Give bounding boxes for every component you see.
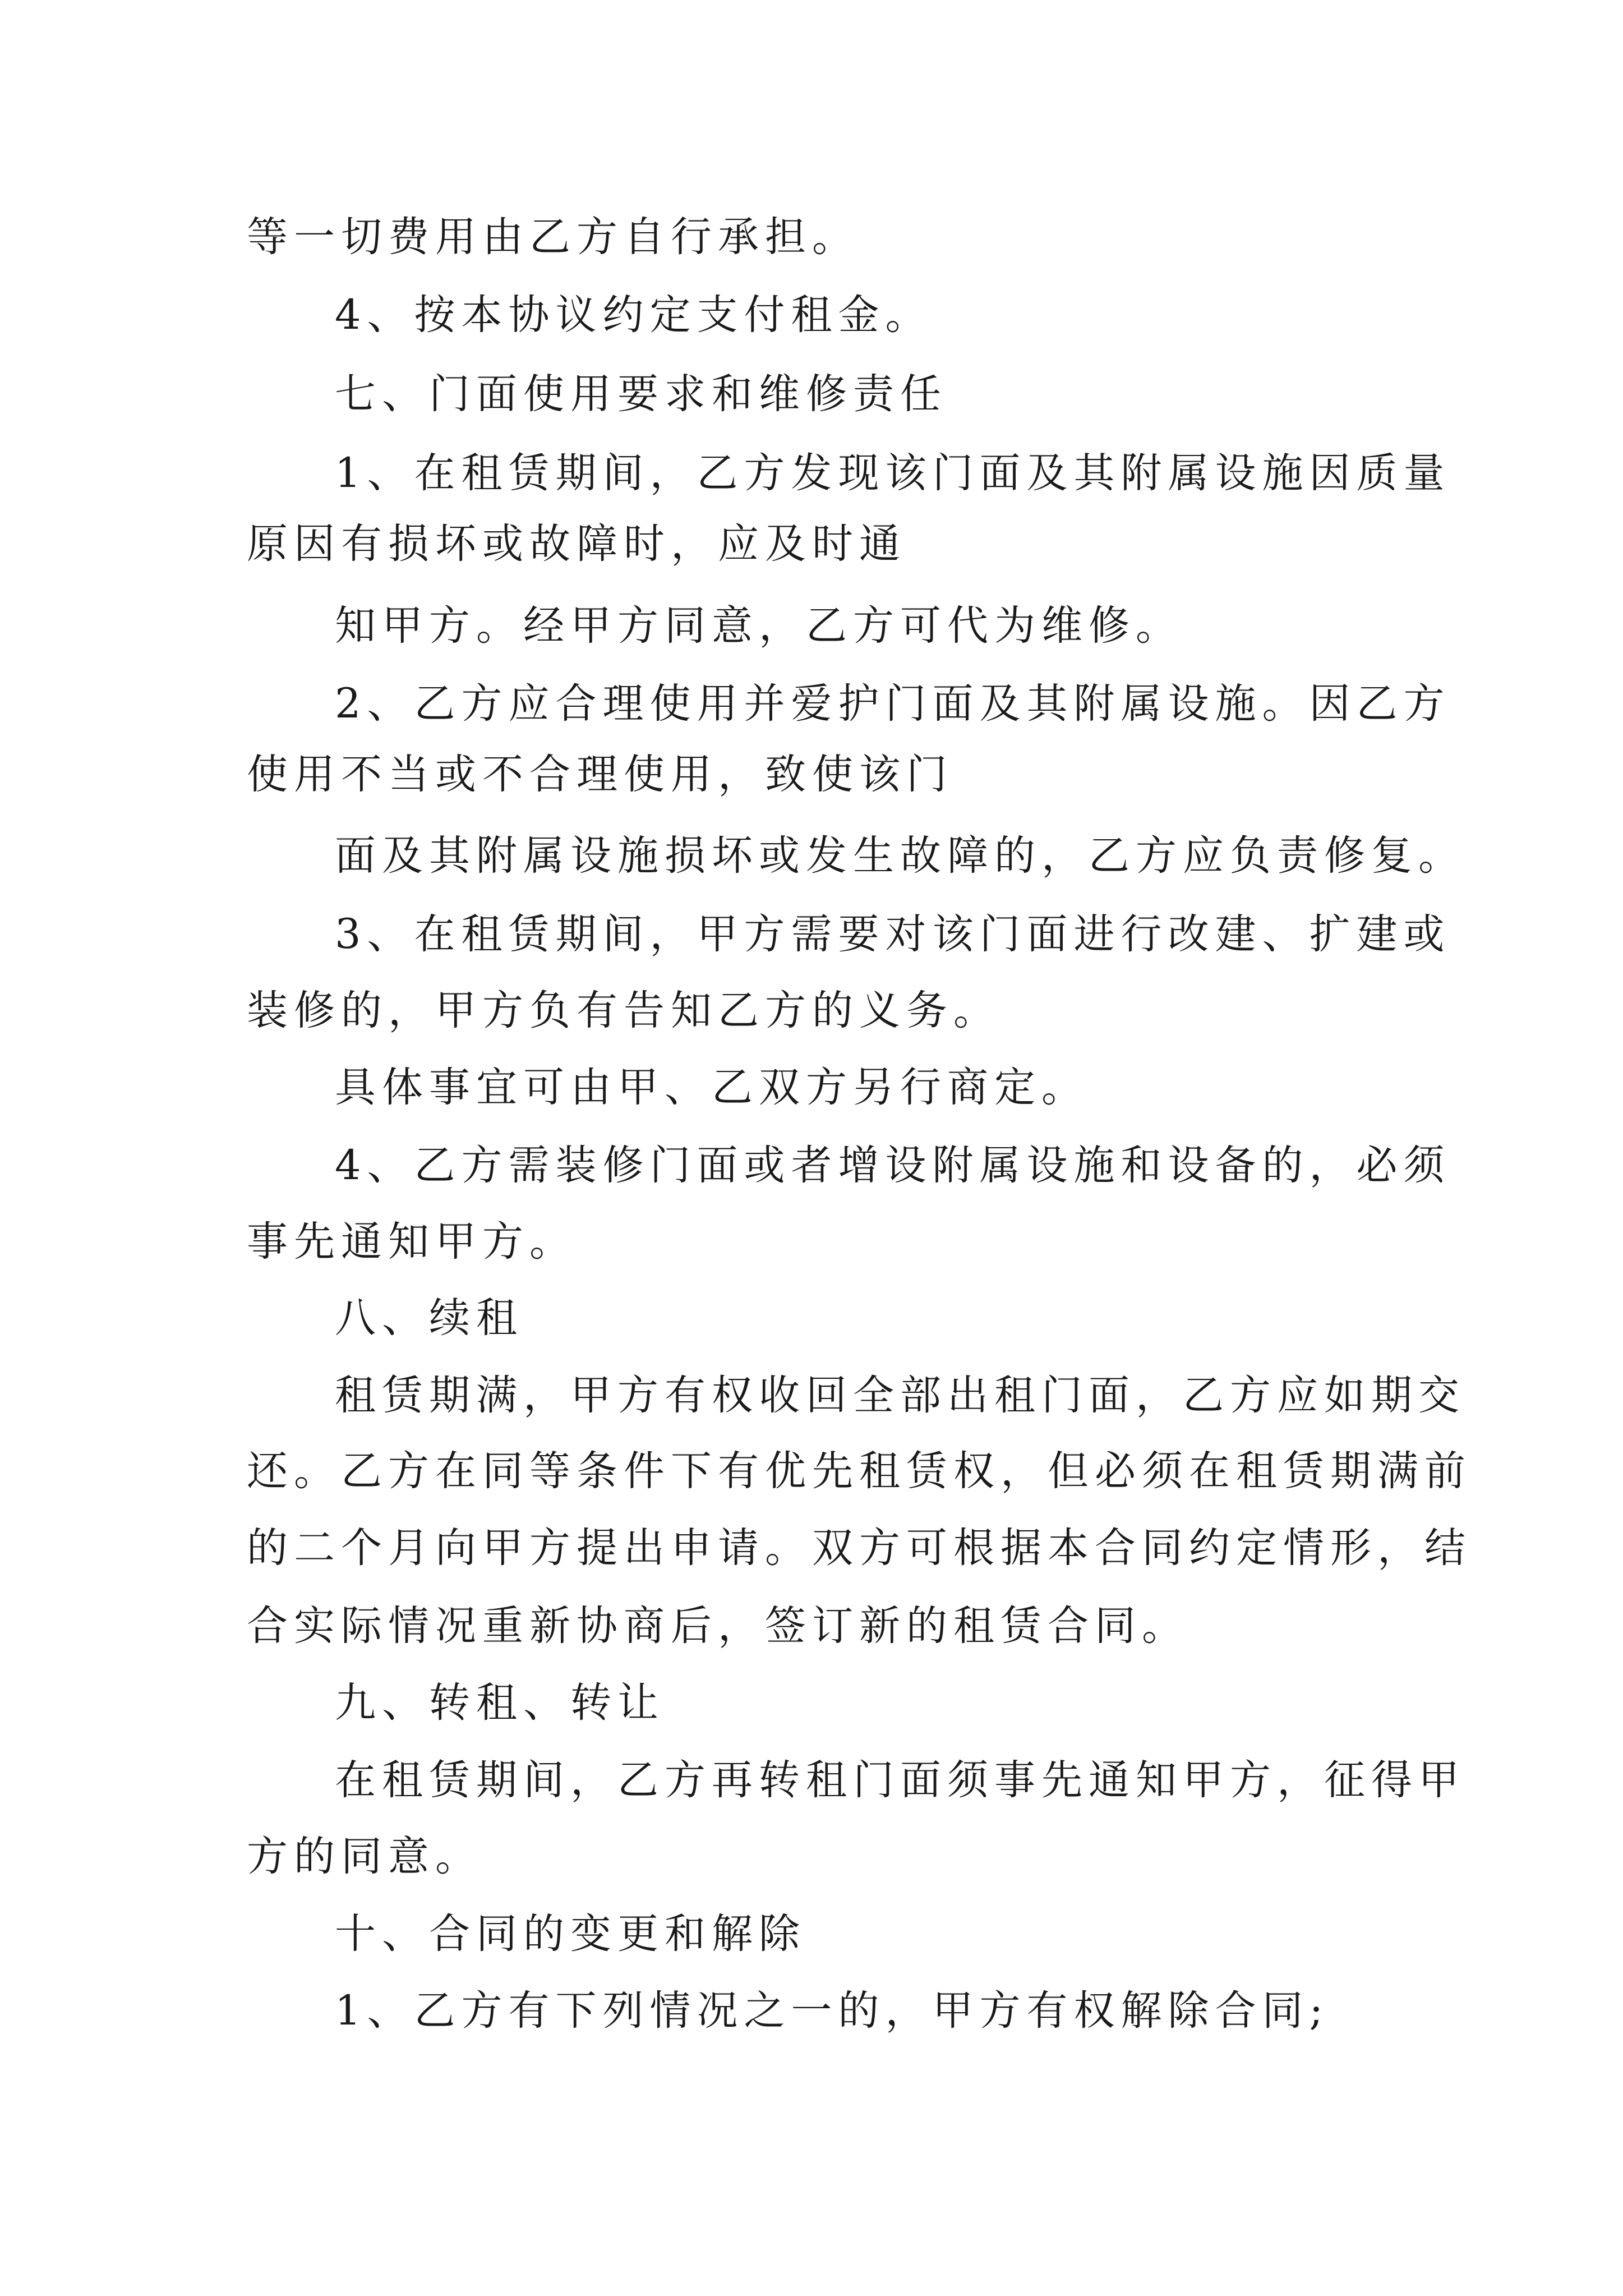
text-line: 1、在租赁期间，乙方发现该门面及其附属设施因质量 [335, 449, 1451, 497]
text-line: 租赁期满，甲方有权收回全部出租门面，乙方应如期交 [335, 1372, 1465, 1419]
text-line: 在租赁期间，乙方再转租门面须事先通知甲方，征得甲 [335, 1756, 1465, 1804]
text-line: 4、乙方需装修门面或者增设附属设施和设备的，必须 [335, 1142, 1451, 1189]
section-heading: 七、门面使用要求和维修责任 [335, 370, 947, 418]
text-line: 2、乙方应合理使用并爱护门面及其附属设施。因乙方 [335, 680, 1451, 728]
section-heading: 九、转租、转让 [335, 1679, 665, 1727]
text-line: 还。乙方在同等条件下有优先租赁权，但必须在租赁期满前 [247, 1447, 1472, 1495]
text-line: 原因有损坏或故障时，应及时通 [247, 520, 906, 568]
section-heading: 十、合同的变更和解除 [335, 1910, 806, 1958]
text-line: 等一切费用由乙方自行承担。 [247, 213, 859, 261]
text-line: 合实际情况重新协商后，签订新的租赁合同。 [247, 1602, 1189, 1650]
text-line: 3、在租赁期间，甲方需要对该门面进行改建、扩建或 [335, 910, 1451, 958]
text-line: 面及其附属设施损坏或发生故障的，乙方应负责修复。 [335, 832, 1465, 880]
text-line: 具体事宜可由甲、乙双方另行商定。 [335, 1064, 1089, 1111]
text-line: 方的同意。 [247, 1833, 482, 1880]
text-line: 事先通知甲方。 [247, 1218, 577, 1266]
section-heading: 八、续租 [335, 1294, 523, 1342]
text-line: 使用不当或不合理使用，致使该门 [247, 751, 953, 798]
text-line: 的二个月向甲方提出申请。双方可根据本合同约定情形，结 [247, 1524, 1472, 1572]
text-line: 装修的，甲方负有告知乙方的义务。 [247, 987, 1000, 1034]
text-line: 4、按本协议约定支付租金。 [335, 291, 933, 339]
text-line: 知甲方。经甲方同意，乙方可代为维修。 [335, 602, 1183, 650]
text-line: 1、乙方有下列情况之一的，甲方有权解除合同; [335, 1987, 1330, 2035]
